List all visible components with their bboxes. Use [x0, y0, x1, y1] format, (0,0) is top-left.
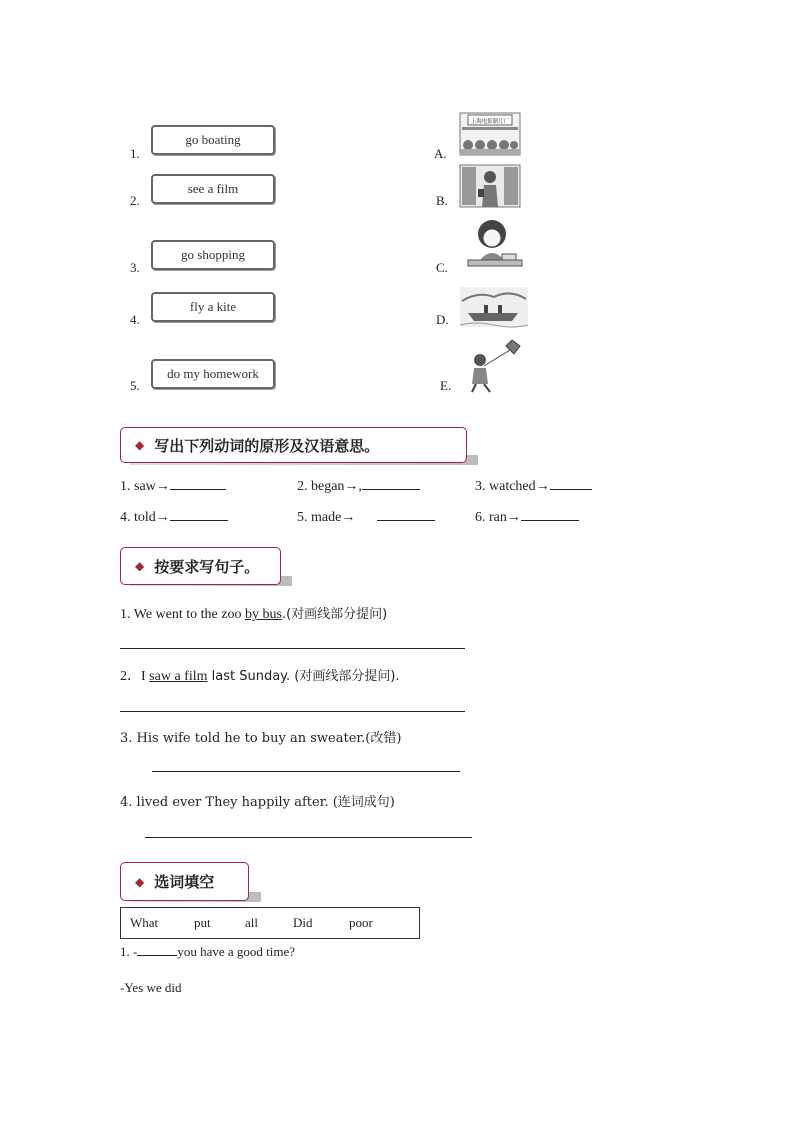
- word-bank-item: all: [245, 915, 258, 930]
- match-number: 2.: [130, 193, 140, 208]
- match-number: 4.: [130, 312, 140, 327]
- verb-item: 4. told→: [120, 510, 228, 526]
- word-bank-item: put: [194, 915, 211, 930]
- diamond-icon: ◆: [135, 559, 145, 573]
- homework-picture: [458, 216, 530, 276]
- answer-line[interactable]: [152, 771, 460, 772]
- phrase-box-go-boating: go boating: [151, 125, 275, 155]
- shopping-picture: [458, 163, 522, 209]
- phrase-box-see-a-film: see a film: [151, 174, 275, 204]
- phrase-box-do-my-homework: do my homework: [151, 359, 275, 389]
- match-letter: E.: [440, 378, 452, 393]
- cinema-picture: [458, 111, 522, 157]
- boating-picture: [458, 285, 530, 329]
- verb-item: 2. began→,: [297, 479, 420, 495]
- answer-line[interactable]: [120, 648, 465, 649]
- word-bank-item: Did: [293, 915, 313, 930]
- verb-item: 3. watched→: [475, 479, 592, 495]
- match-letter: C.: [436, 260, 448, 275]
- diamond-icon: ◆: [135, 874, 145, 889]
- kite-picture: [460, 336, 530, 394]
- match-letter: D.: [436, 312, 449, 327]
- answer-line[interactable]: [120, 711, 465, 712]
- word-bank: [120, 907, 420, 939]
- verb-item: 5. made→: [297, 510, 435, 526]
- cinema-sign-text: 上海电影制片厂: [470, 119, 510, 125]
- word-bank-item: poor: [349, 915, 373, 930]
- answer-line[interactable]: [145, 837, 472, 838]
- match-number: 5.: [130, 378, 140, 393]
- fill-question-1: 1. - you have a good time?: [120, 944, 296, 959]
- word-bank-item: What: [130, 915, 159, 930]
- sentence-question-1: 1. We went to the zoo by bus.(对画线部分提问): [120, 607, 388, 622]
- verb-item: 6. ran→: [475, 510, 579, 526]
- fill-blank[interactable]: [137, 955, 177, 956]
- section-title: 选词填空: [154, 873, 215, 891]
- section-header-sentences: [120, 547, 281, 585]
- match-number: 3.: [130, 260, 140, 275]
- verb-item: 1. saw→: [120, 479, 226, 495]
- section-header-verb-forms: [120, 427, 467, 463]
- sentence-question-4: 4. lived ever They happily after. (连词成句): [120, 795, 395, 810]
- section-header-fill-words: [120, 862, 249, 901]
- match-letter: B.: [436, 193, 448, 208]
- section-title: 写出下列动词的原形及汉语意思。: [154, 436, 380, 455]
- sentence-question-2: 2．I saw a film last Sunday. (对画线部分提问).: [120, 669, 400, 684]
- fill-answer-1: -Yes we did: [120, 980, 182, 995]
- match-letter: A.: [434, 146, 447, 161]
- phrase-box-fly-a-kite: fly a kite: [151, 292, 275, 322]
- section-title: 按要求写句子。: [154, 557, 260, 576]
- diamond-icon: ◆: [135, 438, 145, 452]
- match-number: 1.: [130, 146, 140, 161]
- phrase-box-go-shopping: go shopping: [151, 240, 275, 270]
- sentence-question-3: 3. His wife told he to buy an sweater.(改错): [120, 731, 402, 746]
